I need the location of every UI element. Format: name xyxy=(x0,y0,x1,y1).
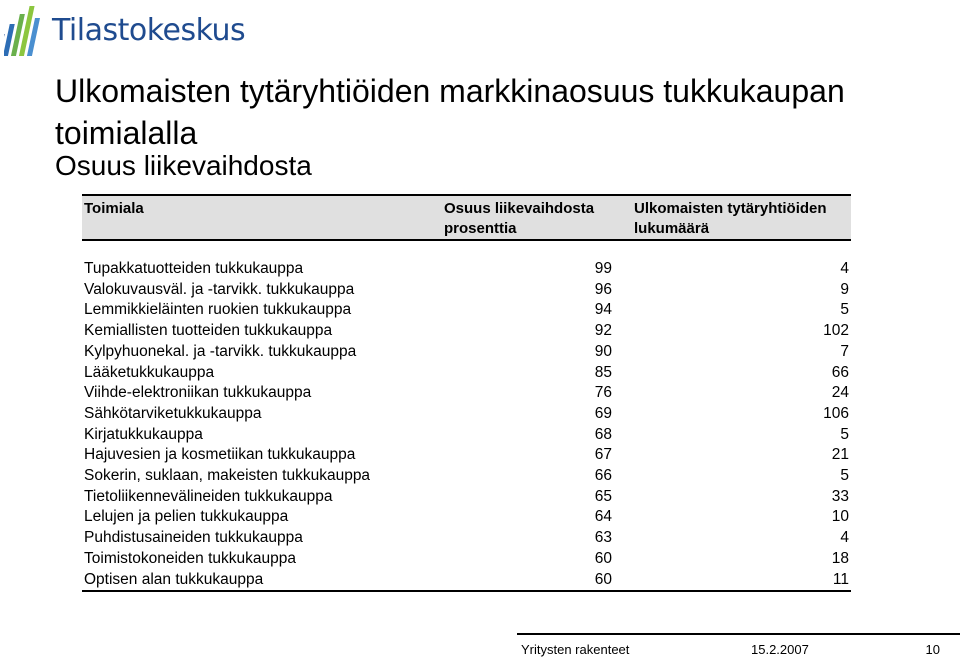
share-cell: 69 xyxy=(594,404,612,422)
share-cell: 64 xyxy=(594,508,612,526)
count-cell: 10 xyxy=(831,508,849,526)
header-share: Osuus liikevaihdosta prosenttia xyxy=(442,195,632,240)
industry-cell: Tietoliikennevälineiden tukkukauppa xyxy=(84,487,333,505)
table-row xyxy=(82,570,851,592)
footer-label: Yritysten rakenteet xyxy=(521,642,630,657)
table-spacer-row xyxy=(82,240,851,259)
footer-page-number: 10 xyxy=(925,642,940,657)
table-row xyxy=(82,445,851,466)
share-cell: 67 xyxy=(594,446,612,464)
page-title: Ulkomaisten tytäryhtiöiden markkinaosuus tukkukaupan toimialalla xyxy=(55,73,845,151)
count-cell: 11 xyxy=(632,570,851,592)
data-table-container xyxy=(82,194,851,592)
industry-cell: Toimistokoneiden tukkukauppa xyxy=(84,549,296,567)
table-row xyxy=(82,404,851,425)
table-row xyxy=(82,280,851,301)
count-cell: 106 xyxy=(823,404,849,422)
industry-cell: Optisen alan tukkukauppa xyxy=(82,570,442,592)
footer-date: 15.2.2007 xyxy=(751,642,809,657)
count-cell: 7 xyxy=(840,342,849,360)
share-cell: 85 xyxy=(594,363,612,381)
count-cell: 4 xyxy=(840,260,849,277)
table-body xyxy=(82,240,851,591)
industry-cell: Lelujen ja pelien tukkukauppa xyxy=(84,508,289,526)
share-cell: 60 xyxy=(594,549,612,567)
share-cell: 65 xyxy=(594,487,612,505)
count-cell: 66 xyxy=(831,363,849,381)
industry-cell: Lääketukkukauppa xyxy=(84,363,215,381)
share-cell: 96 xyxy=(594,280,612,298)
table-row xyxy=(82,425,851,446)
industry-cell: Tupakkatuotteiden tukkukauppa xyxy=(84,260,304,277)
share-cell: 66 xyxy=(594,467,612,485)
table-row xyxy=(82,321,851,342)
share-cell: 76 xyxy=(594,384,612,402)
share-cell: 94 xyxy=(594,301,612,319)
count-cell: 5 xyxy=(840,301,849,319)
market-share-table xyxy=(82,194,851,592)
share-cell: 60 xyxy=(442,570,632,592)
share-cell: 63 xyxy=(594,529,612,547)
count-cell: 33 xyxy=(831,487,849,505)
header-industry: Toimiala xyxy=(82,195,442,240)
industry-cell: Sähkötarviketukkukauppa xyxy=(84,404,262,422)
count-cell: 21 xyxy=(831,446,849,464)
count-cell: 5 xyxy=(840,467,849,485)
count-cell: 4 xyxy=(840,529,849,547)
industry-cell: Lemmikkieläinten ruokien tukkukauppa xyxy=(84,301,352,319)
table-row xyxy=(82,259,851,280)
table-row xyxy=(82,383,851,404)
table-row xyxy=(82,528,851,549)
share-cell: 99 xyxy=(594,260,612,277)
industry-cell: Viihde-elektroniikan tukkukauppa xyxy=(84,384,312,402)
page-subtitle: Osuus liikevaihdosta xyxy=(55,150,312,181)
share-cell: 92 xyxy=(594,322,612,340)
footer xyxy=(517,633,960,660)
header-count: Ulkomaisten tytäryhtiöiden lukumäärä xyxy=(632,195,851,240)
industry-cell: Hajuvesien ja kosmetiikan tukkukauppa xyxy=(84,446,356,464)
logo-text: Tilastokeskus xyxy=(52,13,246,48)
count-cell: 9 xyxy=(840,280,849,298)
industry-cell: Sokerin, suklaan, makeisten tukkukauppa xyxy=(84,467,371,485)
table-row xyxy=(82,342,851,363)
logo-bars-icon xyxy=(4,4,46,58)
share-cell: 90 xyxy=(594,342,612,360)
industry-cell: Kylpyhuonekal. ja -tarvikk. tukkukauppa xyxy=(84,342,357,360)
table-row xyxy=(82,466,851,487)
table-row xyxy=(82,300,851,321)
count-cell: 102 xyxy=(823,322,849,340)
table-row xyxy=(82,549,851,570)
industry-cell: Kirjatukkukauppa xyxy=(84,425,203,443)
table-row xyxy=(82,363,851,384)
industry-cell: Valokuvausväl. ja -tarvikk. tukkukauppa xyxy=(84,280,355,298)
count-cell: 5 xyxy=(840,425,849,443)
table-row xyxy=(82,487,851,508)
share-cell: 68 xyxy=(594,425,612,443)
industry-cell: Kemiallisten tuotteiden tukkukauppa xyxy=(84,322,333,340)
table-row xyxy=(82,507,851,528)
count-cell: 18 xyxy=(831,549,849,567)
tilastokeskus-logo xyxy=(4,4,245,58)
industry-cell: Puhdistusaineiden tukkukauppa xyxy=(84,529,303,547)
table-header-row xyxy=(82,195,851,240)
count-cell: 24 xyxy=(831,384,849,402)
